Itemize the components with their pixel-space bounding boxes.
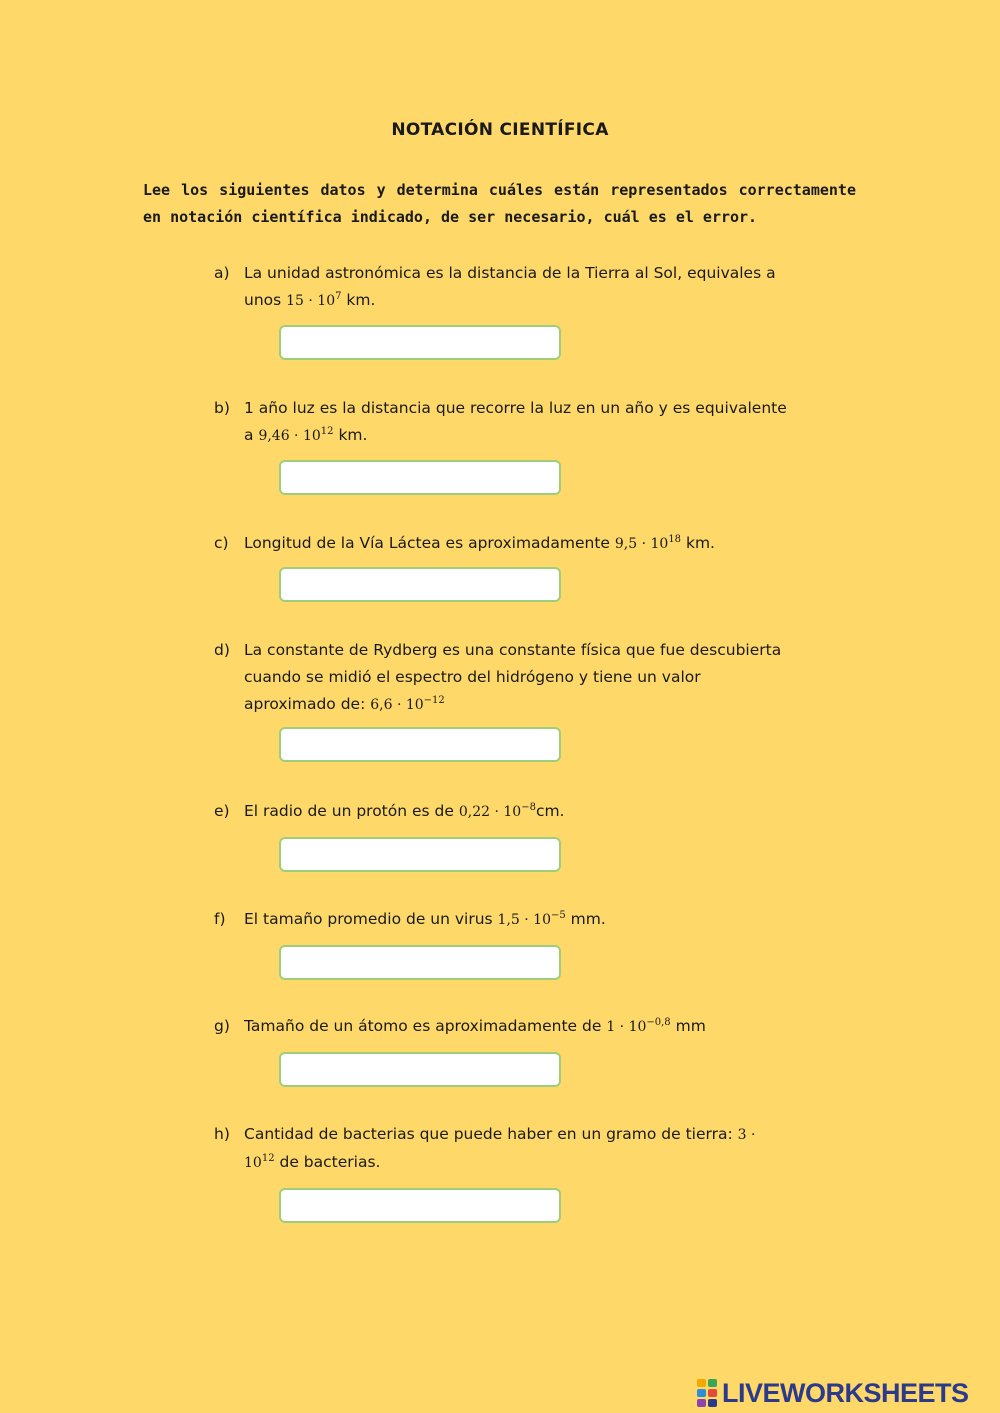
math-expression: $15 \cdot 10^7$ (286, 291, 342, 309)
math-expression: $9,46 \cdot 10^{12}$ (258, 426, 334, 444)
question-d (214, 637, 789, 719)
worksheet-title: NOTACIÓN CIENTÍFICA (391, 120, 609, 140)
question-text: La unidad astronómica es la distancia de la Tierra al Sol, equivales a unos (244, 264, 776, 309)
question-letter: b) (214, 399, 230, 417)
logo-text: LIVEWORKSHEETS (722, 1377, 969, 1408)
question-e: e) El radio de un protón es de $0,22 \cdot 10^{-8}cm$. (214, 798, 789, 826)
answer-box-b[interactable] (279, 460, 561, 495)
question-text: Longitud de la Vía Láctea es aproximadamente (244, 534, 615, 552)
question-text: El radio de un protón es de (244, 802, 459, 820)
answer-box-f[interactable] (279, 945, 561, 980)
question-letter: a) (214, 264, 230, 282)
question-text: La constante de Rydberg es una constante física que fue descubierta cuando se midió el espectro del hidrógeno y tiene un valor aproximado de: (244, 641, 782, 713)
question-letter: c) (214, 534, 229, 552)
answer-box-h[interactable] (279, 1188, 561, 1223)
question-f: f) El tamaño promedio de un virus $1,5 \cdot 10^{-5}$ mm. (214, 906, 789, 934)
question-text: El tamaño promedio de un virus (244, 910, 498, 928)
answer-box-a[interactable] (279, 325, 561, 360)
question-b: b) 1 año luz es la distancia que recorre la luz en un año y es equivalente a $9,46 \cdot 10^{12}$ km. (214, 395, 789, 450)
liveworksheets-logo (697, 1377, 969, 1409)
question-letter: h) (214, 1125, 230, 1143)
math-expression: $9,5 \cdot 10^{18}$ (614, 534, 682, 552)
question-a: a) La unidad astronómica es la distancia de la Tierra al Sol, equivales a unos $15 \cdot 10^7$ km. (214, 260, 789, 315)
question-text: Tamaño de un átomo es aproximadamente de (244, 1017, 607, 1035)
answer-box-g[interactable] (279, 1052, 561, 1087)
answer-box-d[interactable] (279, 727, 561, 762)
math-expression: $6,6 \cdot 10^{-12}$ (370, 695, 445, 713)
answer-box-c[interactable] (279, 567, 561, 602)
math-expression: $3 \cdot 10^{12}$ (244, 1127, 756, 1171)
answer-box-e[interactable] (279, 837, 561, 872)
question-letter: g) (214, 1017, 230, 1035)
instructions: Lee los siguientes datos y determina cuáles están representados correctamente en notación científica indicado, de ser necesario, cuál es el error. (143, 181, 856, 226)
question-letter: f) (214, 910, 226, 928)
question-text: Cantidad de bacterias que puede haber en un gramo de tierra: (244, 1125, 738, 1143)
question-letter: d) (214, 641, 230, 659)
question-text: 1 año luz es la distancia que recorre la luz en un año y es equivalente a (244, 399, 787, 444)
math-expression: $1 \cdot 10^{-0,8}$ (606, 1017, 671, 1035)
question-g: g) Tamaño de un átomo es aproximadamente de $1 \cdot 10^{-0,8}$ mm (214, 1013, 789, 1041)
question-c: c) Longitud de la Vía Láctea es aproximadamente $9,5 \cdot 10^{18}$ km. (214, 530, 789, 558)
liveworksheets-logo-icon (697, 1379, 719, 1407)
math-expression: $1,5 \cdot 10^{-5}$ (497, 910, 566, 928)
question-h: h) Cantidad de bacterias que puede haber en un gramo de tierra: $3 \cdot 10^{12}$ de bacterias. (214, 1121, 789, 1177)
question-letter: e) (214, 802, 230, 820)
math-expression: $0,22 \cdot 10^{-8}$ (458, 802, 536, 820)
